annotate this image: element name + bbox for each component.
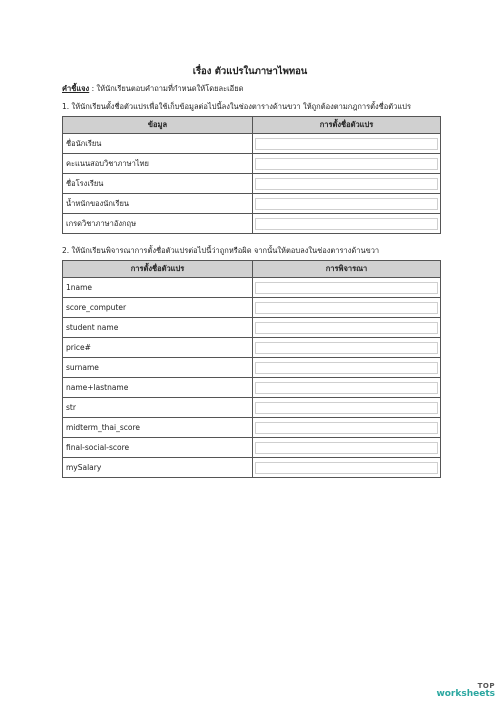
answer-input-box[interactable]	[255, 462, 438, 474]
row-label: final-social-score	[63, 438, 253, 458]
answer-cell	[253, 398, 441, 418]
answer-input-box[interactable]	[255, 198, 438, 210]
instruction-text: : ให้นักเรียนตอบคำถามที่กำหนดให้โดยละเอียด	[89, 84, 244, 93]
table2-header-naming: การตั้งชื่อตัวแปร	[63, 261, 253, 278]
topworksheets-logo	[436, 683, 495, 699]
answer-cell	[253, 134, 441, 154]
variable-naming-table	[62, 116, 441, 234]
answer-input-box[interactable]	[255, 158, 438, 170]
answer-cell	[253, 174, 441, 194]
answer-cell	[253, 338, 441, 358]
answer-input-box[interactable]	[255, 342, 438, 354]
worksheet-title: เรื่อง ตัวแปรในภาษาไพทอน	[192, 66, 308, 77]
answer-input-box[interactable]	[255, 302, 438, 314]
row-label: 1name	[63, 278, 253, 298]
row-label: คะแนนสอบวิชาภาษาไทย	[63, 154, 253, 174]
answer-input-box[interactable]	[255, 178, 438, 190]
table-row	[63, 418, 441, 438]
row-label: เกรดวิชาภาษาอังกฤษ	[63, 214, 253, 234]
answer-cell	[253, 378, 441, 398]
row-label: surname	[63, 358, 253, 378]
answer-cell	[253, 214, 441, 234]
answer-cell	[253, 194, 441, 214]
table-row	[63, 214, 441, 234]
variable-check-table	[62, 260, 441, 478]
logo-worksheets-text: worksheets	[436, 689, 495, 699]
answer-input-box[interactable]	[255, 138, 438, 150]
answer-cell	[253, 278, 441, 298]
question-2: 2. ให้นักเรียนพิจารณาการตั้งชื่อตัวแปรต่อไปนี้ว่าถูกหรือผิด จากนั้นให้ตอบลงในช่องตารางด้านขวา	[62, 246, 380, 255]
table1-header-data: ข้อมูล	[63, 117, 253, 134]
table-row	[63, 278, 441, 298]
table-row	[63, 298, 441, 318]
table1-header-naming: การตั้งชื่อตัวแปร	[253, 117, 441, 134]
answer-input-box[interactable]	[255, 218, 438, 230]
table-row	[63, 194, 441, 214]
row-label: ชื่อนักเรียน	[63, 134, 253, 154]
logo-top-text: TOP	[477, 682, 495, 690]
question-1: 1. ให้นักเรียนตั้งชื่อตัวแปรเพื่อใช้เก็บข้อมูลต่อไปนี้ลงในช่องตารางด้านขวา ให้ถูกต้องตามกฎการตั้งชื่อตัวแปร	[62, 102, 411, 111]
answer-input-box[interactable]	[255, 282, 438, 294]
instruction-line	[62, 83, 243, 95]
row-label: mySalary	[63, 458, 253, 478]
instruction-label: คำชี้แจง	[62, 84, 90, 93]
table2-header-check: การพิจารณา	[253, 261, 441, 278]
table-row	[63, 378, 441, 398]
table-row	[63, 338, 441, 358]
answer-input-box[interactable]	[255, 422, 438, 434]
row-label: price#	[63, 338, 253, 358]
table-row	[63, 154, 441, 174]
answer-cell	[253, 418, 441, 438]
row-label: น้ำหนักของนักเรียน	[63, 194, 253, 214]
answer-cell	[253, 358, 441, 378]
answer-input-box[interactable]	[255, 322, 438, 334]
answer-input-box[interactable]	[255, 362, 438, 374]
answer-input-box[interactable]	[255, 382, 438, 394]
answer-cell	[253, 318, 441, 338]
answer-cell	[253, 154, 441, 174]
answer-input-box[interactable]	[255, 442, 438, 454]
row-label: str	[63, 398, 253, 418]
row-label: midterm_thai_score	[63, 418, 253, 438]
row-label: name+lastname	[63, 378, 253, 398]
answer-input-box[interactable]	[255, 402, 438, 414]
table-row	[63, 458, 441, 478]
table-row	[63, 318, 441, 338]
row-label: score_computer	[63, 298, 253, 318]
answer-cell	[253, 438, 441, 458]
table-row	[63, 398, 441, 418]
row-label: student name	[63, 318, 253, 338]
table-row	[63, 174, 441, 194]
row-label: ชื่อโรงเรียน	[63, 174, 253, 194]
table-row	[63, 358, 441, 378]
table-row	[63, 438, 441, 458]
table-row	[63, 134, 441, 154]
answer-cell	[253, 298, 441, 318]
answer-cell	[253, 458, 441, 478]
